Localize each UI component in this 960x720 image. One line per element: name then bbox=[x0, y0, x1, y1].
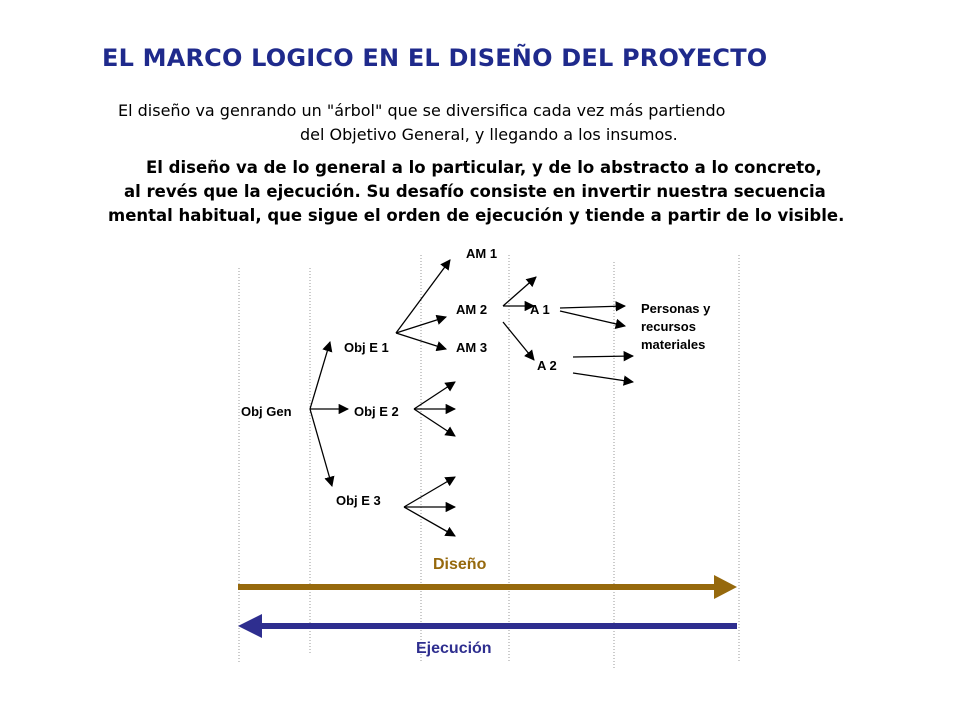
arrow-e1-to-am3 bbox=[396, 333, 446, 349]
page-title: EL MARCO LOGICO EN EL DISEÑO DEL PROYECTO bbox=[102, 44, 768, 72]
arrow-a2-branch bbox=[573, 356, 633, 357]
node-obj-gen: Obj Gen bbox=[241, 404, 292, 419]
execution-arrow-shaft bbox=[260, 623, 737, 629]
node-am3: AM 3 bbox=[456, 340, 488, 355]
node-obj-e1: Obj E 1 bbox=[344, 340, 389, 355]
node-obj-e3: Obj E 3 bbox=[336, 493, 381, 508]
node-am2: AM 2 bbox=[456, 302, 488, 317]
design-label: Diseño bbox=[433, 556, 487, 573]
paragraph-line-1: El diseño va de lo general a lo particular, y de lo abstracto a lo concreto, bbox=[146, 158, 822, 177]
arrow-gen-to-e3 bbox=[310, 409, 332, 486]
node-a2: A 2 bbox=[537, 358, 557, 373]
arrow-e2-branch bbox=[414, 382, 455, 409]
arrow-a1-to-personas bbox=[560, 306, 625, 308]
arrow-gen-to-e1 bbox=[310, 342, 330, 409]
node-am1: AM 1 bbox=[466, 246, 498, 261]
arrow-e1-to-am1 bbox=[396, 260, 450, 333]
design-arrow-head bbox=[714, 575, 737, 599]
arrow-e3-branch bbox=[404, 477, 455, 507]
arrow-e3-branch bbox=[404, 507, 455, 536]
execution-arrow bbox=[238, 614, 737, 638]
node-a1: A 1 bbox=[530, 302, 550, 317]
node-personas-line-1: Personas y bbox=[641, 301, 711, 316]
node-obj-e2: Obj E 2 bbox=[354, 404, 399, 419]
paragraph-line-2: al revés que la ejecución. Su desafío consiste en invertir nuestra secuencia bbox=[124, 182, 826, 201]
design-arrow-shaft bbox=[238, 584, 716, 590]
design-arrow bbox=[238, 575, 737, 599]
execution-label: Ejecución bbox=[416, 640, 492, 657]
arrow-a2-branch bbox=[573, 373, 633, 382]
arrow-a1-to-recursos bbox=[560, 311, 625, 326]
column-guides bbox=[239, 255, 739, 668]
arrow-am2-to-a2 bbox=[503, 322, 534, 360]
intro-line-2: del Objetivo General, y llegando a los insumos. bbox=[300, 125, 678, 144]
node-personas-line-2: recursos bbox=[641, 319, 696, 334]
execution-arrow-head bbox=[238, 614, 262, 638]
paragraph-line-3: mental habitual, que sigue el orden de ejecución y tiende a partir de lo visible. bbox=[108, 206, 845, 225]
intro-line-1: El diseño va genrando un "árbol" que se diversifica cada vez más partiendo bbox=[118, 101, 726, 120]
node-personas-line-3: materiales bbox=[641, 337, 706, 352]
arrow-e2-branch bbox=[414, 409, 455, 436]
